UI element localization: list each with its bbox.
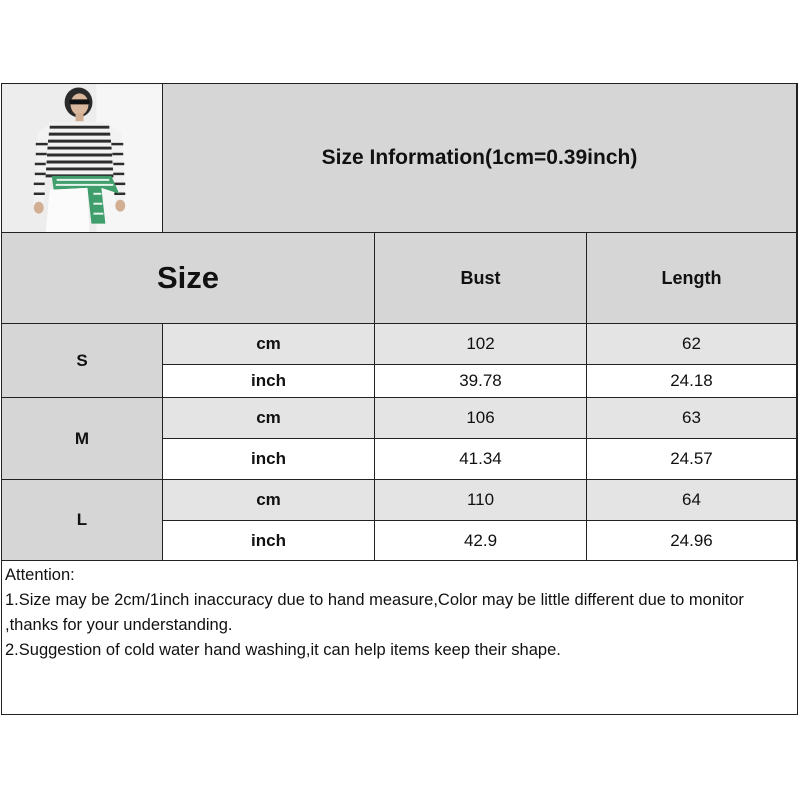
unit-cell — [163, 439, 375, 480]
notes-line-2: 2.Suggestion of cold water hand washing,it can help items keep their shape. — [5, 641, 561, 659]
size-label-s: S — [76, 350, 88, 370]
length-value-cell — [587, 398, 797, 439]
attention-notes — [2, 561, 797, 714]
notes-heading: Attention: — [5, 566, 75, 584]
length-header-cell — [587, 233, 797, 324]
size-label-cell-s — [2, 324, 163, 398]
size-chart-table — [1, 83, 798, 715]
unit-label-inch: inch — [251, 449, 286, 468]
unit-cell — [163, 365, 375, 398]
bust-value: 41.34 — [459, 449, 502, 468]
length-value: 64 — [682, 490, 701, 509]
notes-line-1: 1.Size may be 2cm/1inch inaccuracy due to hand measure,Color may be little different due to monitor ,thanks for your understanding. — [5, 591, 744, 634]
bust-header: Bust — [460, 267, 501, 288]
size-label-m: M — [74, 428, 90, 448]
chart-title-cell — [163, 84, 797, 233]
bust-value-cell — [375, 521, 587, 561]
size-label-cell-m — [2, 398, 163, 480]
unit-label-cm: cm — [256, 490, 281, 509]
size-header: Size — [156, 260, 220, 295]
length-value-cell — [587, 439, 797, 480]
length-value-cell — [587, 324, 797, 365]
length-value-cell — [587, 365, 797, 398]
bust-value: 106 — [466, 408, 495, 427]
bust-value: 102 — [466, 334, 495, 353]
length-value-cell — [587, 521, 797, 561]
unit-cell — [163, 398, 375, 439]
bust-value-cell — [375, 365, 587, 398]
length-value: 24.57 — [670, 449, 713, 468]
unit-cell — [163, 521, 375, 561]
length-value-cell — [587, 480, 797, 521]
bust-value-cell — [375, 324, 587, 365]
bust-value: 39.78 — [459, 371, 502, 390]
length-value: 63 — [682, 408, 701, 427]
unit-label-inch: inch — [251, 530, 286, 550]
model-photo-illustration — [2, 84, 162, 233]
length-value: 24.18 — [670, 371, 713, 390]
bust-value: 110 — [466, 490, 495, 509]
bust-value-cell — [375, 439, 587, 480]
size-header-cell — [2, 233, 375, 324]
unit-label-cm: cm — [256, 408, 281, 427]
unit-cell — [163, 480, 375, 521]
bust-header-cell — [375, 233, 587, 324]
product-photo — [2, 84, 163, 233]
bust-value-cell — [375, 398, 587, 439]
unit-label-cm: cm — [256, 334, 281, 353]
unit-label-inch: inch — [251, 371, 286, 390]
size-label-cell-l — [2, 480, 163, 561]
bust-value: 42.9 — [463, 530, 498, 550]
length-value: 24.96 — [670, 530, 713, 550]
length-header: Length — [661, 267, 722, 288]
unit-cell — [163, 324, 375, 365]
size-label-l: L — [76, 510, 88, 529]
bust-value-cell — [375, 480, 587, 521]
length-value: 62 — [682, 334, 701, 353]
chart-title: Size Information(1cm=0.39inch) — [321, 146, 638, 169]
